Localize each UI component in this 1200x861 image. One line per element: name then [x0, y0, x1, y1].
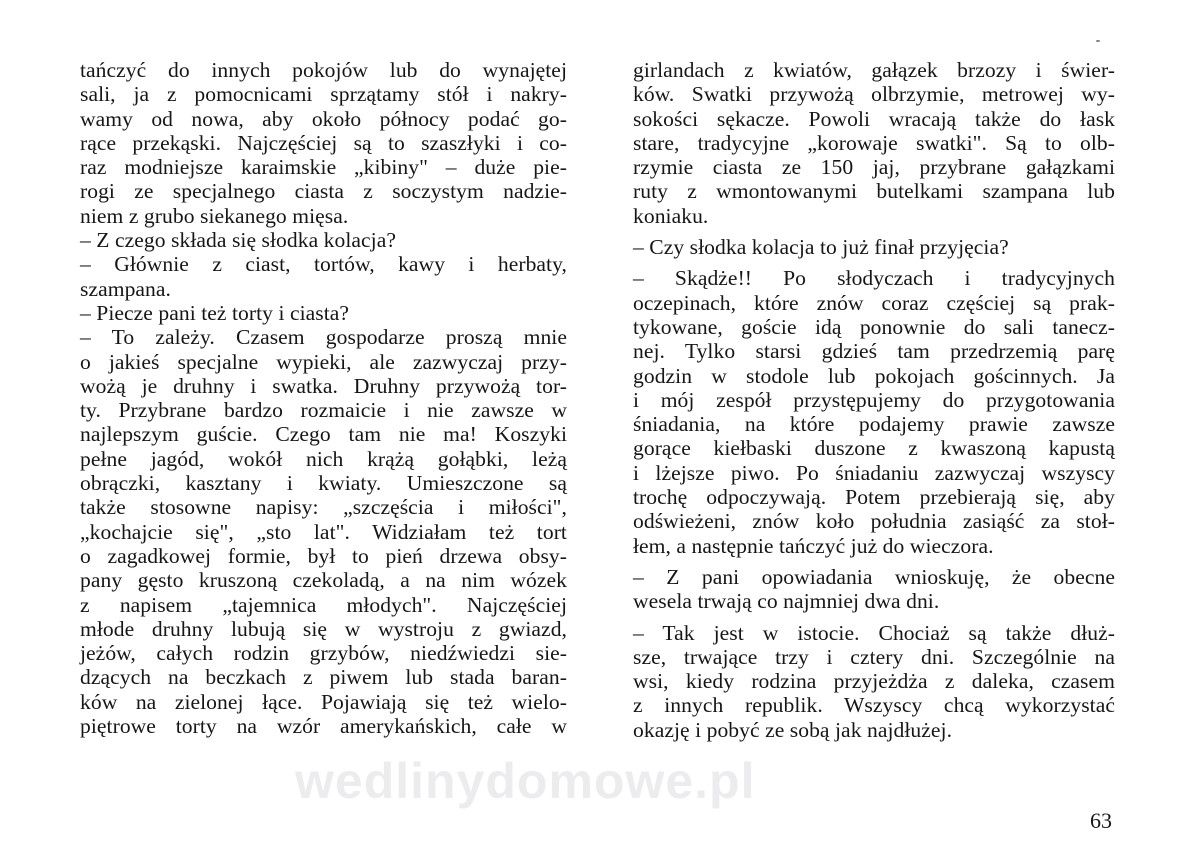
text-line: – Głównie z ciast, tortów, kawy i herbaty,	[80, 252, 567, 277]
text-line: także stosowne napisy: „szczęścia i miłości",	[80, 495, 567, 520]
text-line: ków. Swatki przywożą olbrzymie, metrowej wy-	[633, 82, 1115, 107]
text-line: sali, ja z pomocnicami sprzątamy stół i nakry-	[80, 82, 567, 107]
text-line: stare, tradycyjne „korowaje swatki". Są to olb-	[633, 130, 1115, 155]
text-line: najlepszym guście. Czego tam nie ma! Koszyki	[80, 422, 567, 447]
text-line: wamy od nowa, aby około północy podać go-	[80, 106, 567, 131]
text-line: rące przekąski. Najczęściej są to szaszłyki i co-	[80, 130, 567, 155]
text-line: jeżów, całych rodzin grzybów, niedźwiedzi sie-	[80, 641, 567, 666]
text-line: rzymie ciasta ze 150 jaj, przybrane gałązkami	[633, 155, 1115, 180]
text-line: dzących na beczkach z piwem lub stada baran-	[80, 665, 567, 690]
text-line: – To zależy. Czasem gospodarze proszą mnie	[80, 325, 567, 350]
scan-speck	[1096, 40, 1100, 42]
text-line: pany gęsto kruszoną czekoladą, a na nim wózek	[80, 568, 567, 593]
text-line: o jakieś specjalne wypieki, ale zazwyczaj przy-	[80, 349, 567, 374]
text-line: niem z grubo siekanego mięsa.	[80, 203, 349, 228]
text-line: łem, a następnie tańczyć już do wieczora.	[633, 533, 994, 558]
watermark: wedlinydomowe.pl	[295, 753, 756, 809]
text-line: rogi ze specjalnego ciasta z soczystym nadzie-	[80, 179, 567, 204]
text-line: z innych republik. Wszyscy chcą wykorzystać	[633, 693, 1115, 718]
text-line: raz modniejsze karaimskie „kibiny" – duże pie-	[80, 155, 567, 180]
text-line: nej. Tylko starsi gdzieś tam przedrzemią parę	[633, 339, 1115, 364]
text-line: ruty z wmontowanymi butelkami szampana lub	[633, 179, 1115, 204]
page-number: 63	[1090, 808, 1112, 833]
text-line: ków na zielonej łące. Pojawiają się też wielo-	[80, 689, 567, 714]
text-line: godzin w stodole lub pokojach gościnnych. Ja	[633, 363, 1115, 388]
text-line: z napisem „tajemnica młodych". Najczęściej	[80, 592, 567, 617]
text-line: girlandach z kwiatów, gałązek brzozy i świer-	[633, 58, 1115, 82]
text-line: ty. Przybrane bardzo rozmaicie i nie zawsze w	[80, 398, 567, 423]
left-column	[80, 58, 567, 738]
text-line: koniaku.	[633, 203, 709, 228]
text-line: piętrowe torty na wzór amerykańskich, całe w	[80, 714, 567, 739]
text-line: – Z czego składa się słodka kolacja?	[80, 228, 396, 253]
text-line: – Czy słodka kolacja to już finał przyjęcia?	[633, 235, 1009, 260]
text-line: – Skądże!! Po słodyczach i tradycyjnych	[633, 266, 1115, 291]
text-line: i mój zespół przystępujemy do przygotowania	[633, 387, 1115, 412]
text-line: „kochajcie się", „sto lat". Widziałam też tort	[80, 519, 567, 544]
text-line: – Tak jest w istocie. Chociaż są także dłuż-	[633, 620, 1115, 645]
text-line: wsi, kiedy rodzina przyjeżdża z daleka, czasem	[633, 669, 1115, 694]
text-line: szampana.	[80, 276, 171, 301]
text-line: – Piecze pani też torty i ciasta?	[80, 300, 350, 325]
text-line: wożą je druhny i swatka. Druhny przywożą tor-	[80, 373, 567, 398]
text-line: o zagadkowej formie, był to pień drzewa obsy-	[80, 543, 567, 568]
text-line: tańczyć do innych pokojów lub do wynajętej	[80, 58, 567, 82]
right-column	[633, 58, 1115, 742]
text-line: śniadania, na które podajemy prawie zawsze	[633, 412, 1115, 437]
text-line: sokości sękacze. Powoli wracają także do łask	[633, 106, 1115, 131]
text-line: gorące kiełbaski duszone z kwaszoną kapustą	[633, 436, 1115, 461]
text-line: i lżejsze piwo. Po śniadaniu zazwyczaj wszyscy	[633, 460, 1115, 485]
text-line: oczepinach, które znów coraz częściej są prak-	[633, 290, 1115, 315]
text-line: wesela trwają co najmniej dwa dni.	[633, 589, 940, 614]
text-line: tykowane, goście idą ponownie do sali tanecz-	[633, 314, 1115, 339]
text-line: młode druhny lubują się w wystroju z gwiazd,	[80, 616, 567, 641]
text-line: trochę odpoczywają. Potem przebierają się, aby	[633, 485, 1115, 510]
text-line: obrączki, kasztany i kwiaty. Umieszczone są	[80, 471, 567, 496]
text-line: okazję i pobyć ze sobą jak najdłużej.	[633, 717, 953, 742]
text-line: sze, trwające trzy i cztery dni. Szczególnie na	[633, 644, 1115, 669]
text-line: – Z pani opowiadania wnioskuję, że obecne	[633, 564, 1115, 589]
text-line: pełne jagód, wokół nich krążą gołąbki, leżą	[80, 446, 567, 471]
text-line: odświeżeni, znów koło południa zasiąść za stoł-	[633, 509, 1115, 534]
